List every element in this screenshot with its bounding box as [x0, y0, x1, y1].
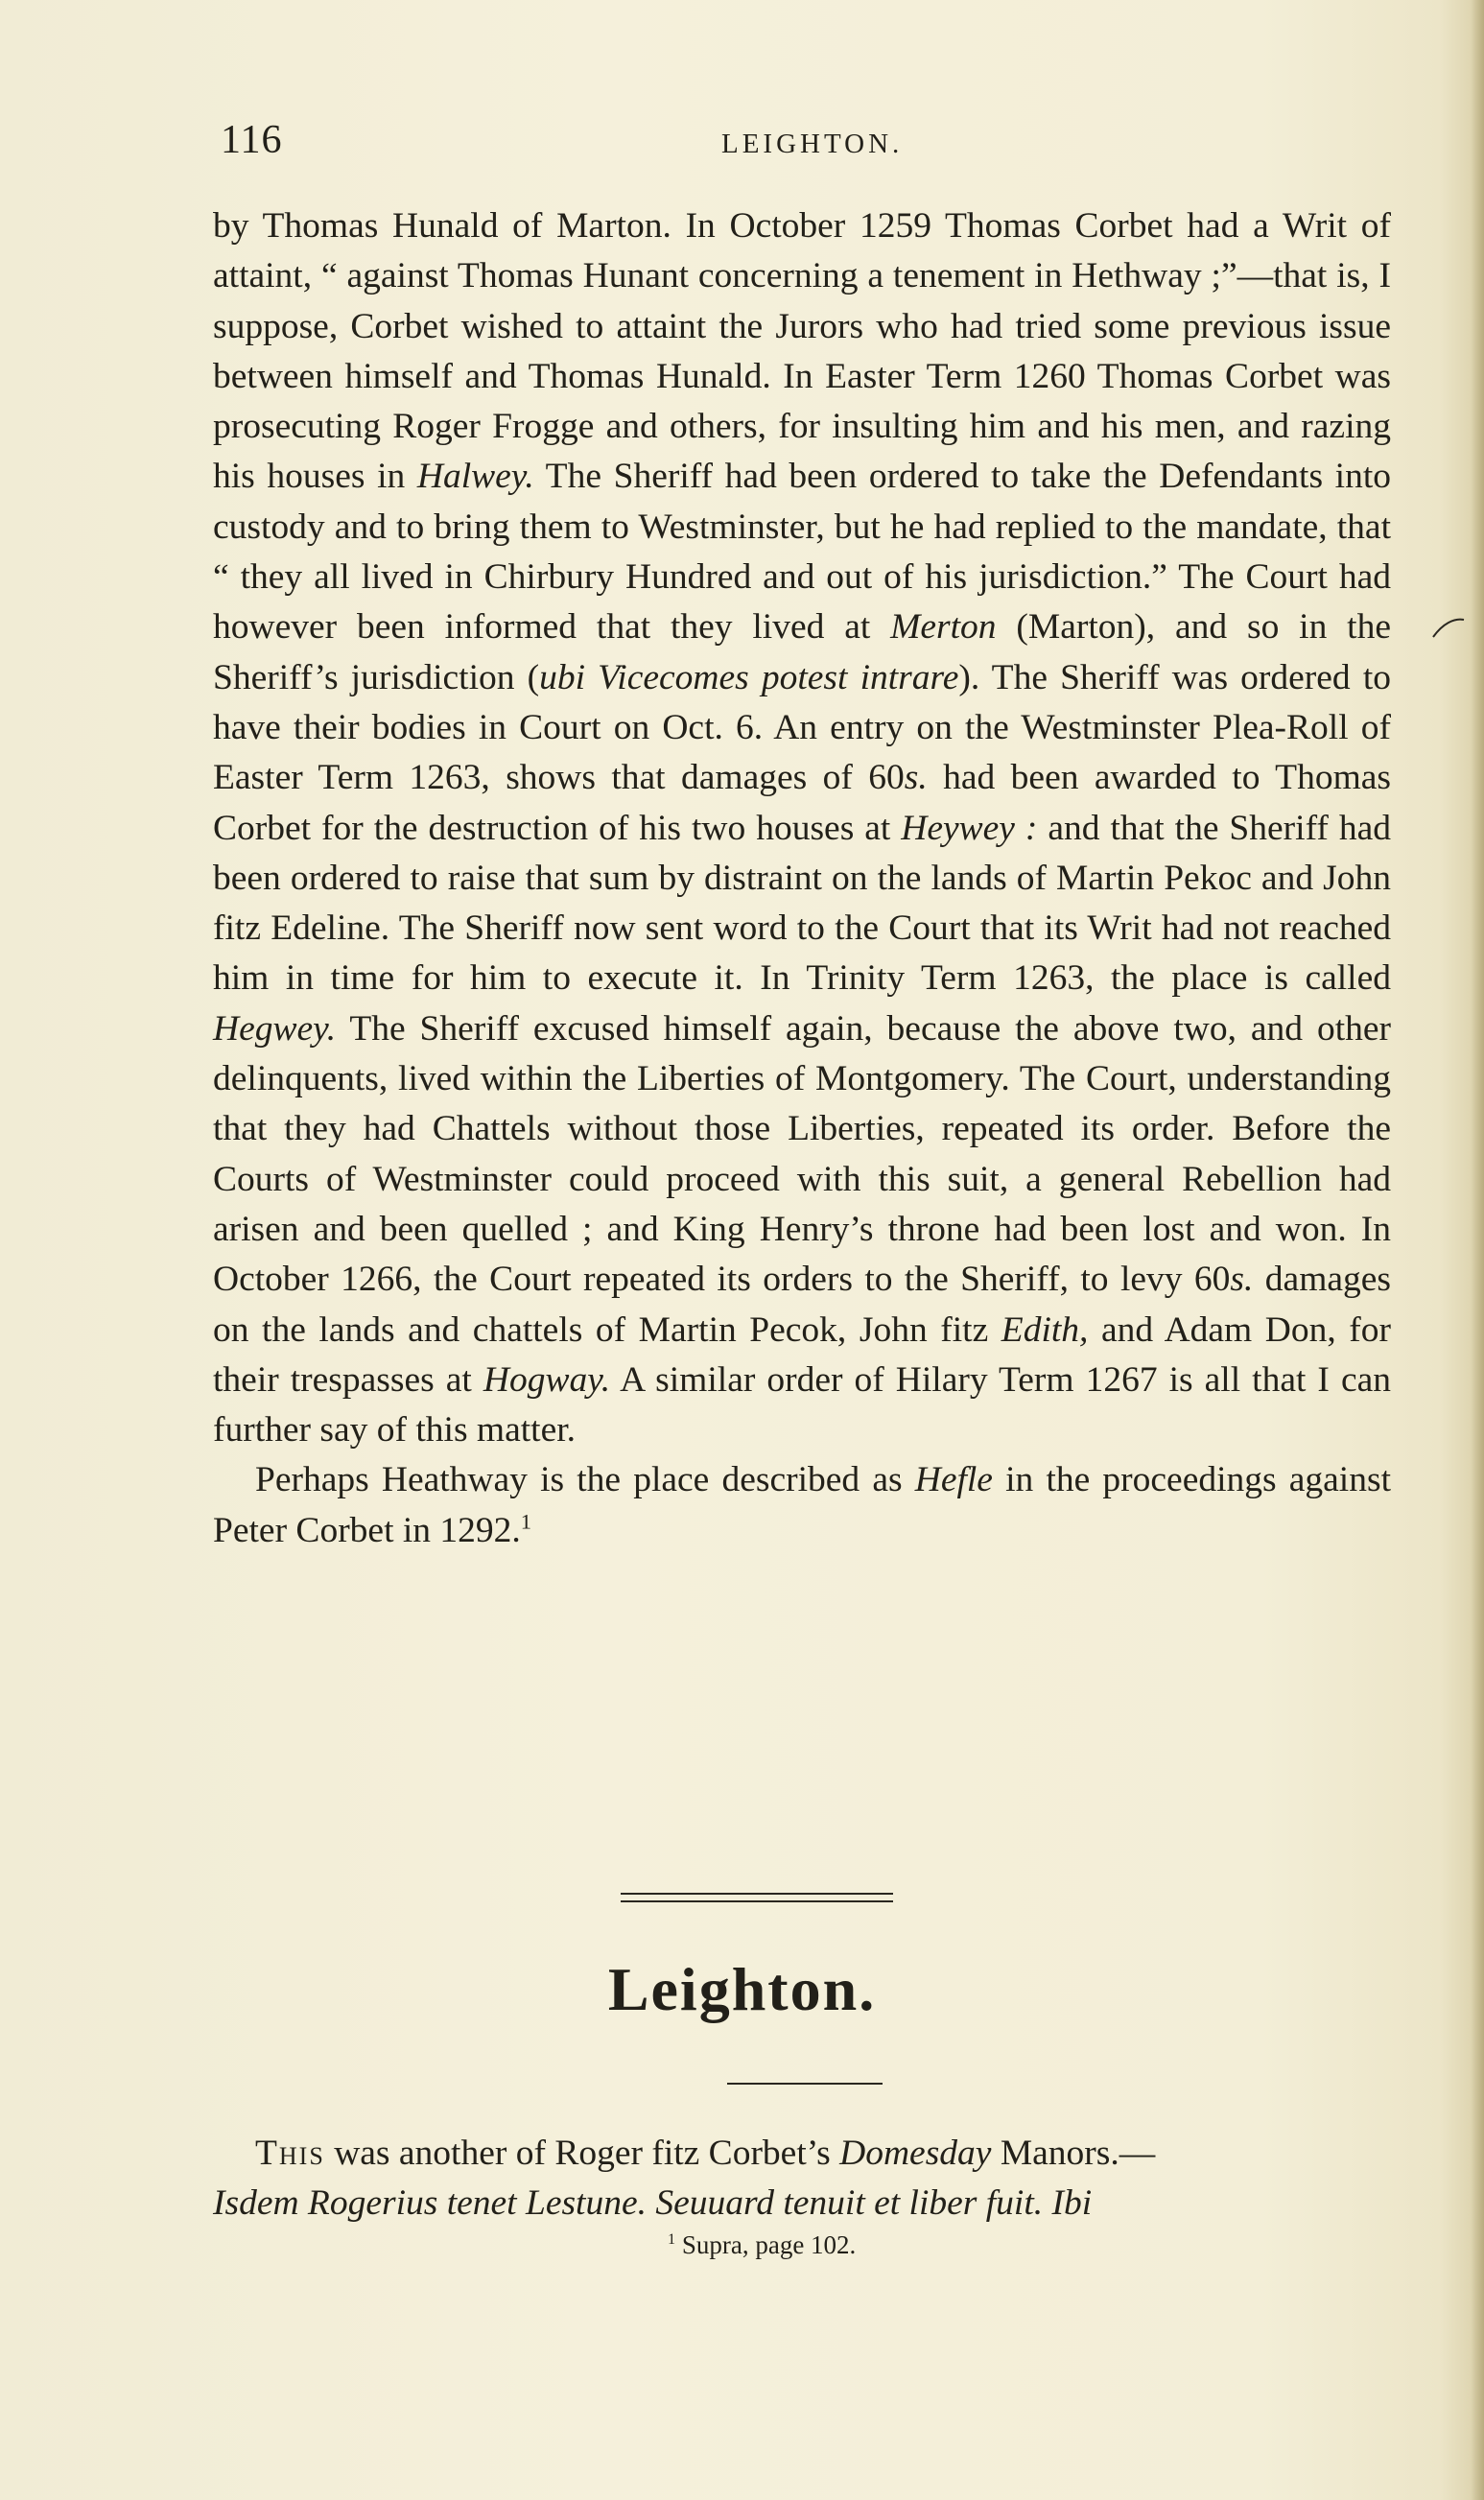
text-run: had been awarded to Thomas Corbet for the destruction of his two houses at — [213, 758, 1391, 848]
text-run: and Adam Don, for their trespasses at — [213, 1309, 1392, 1400]
italic-name-edith: Edith, — [1001, 1309, 1089, 1350]
italic-latin-phrase: ubi Vicecomes potest intrare — [539, 657, 959, 697]
italic-place-hefle: Hefle — [914, 1460, 993, 1500]
italic-place-heywey: Heywey : — [901, 808, 1038, 848]
text-run: by Thomas Hunald of Marton. In October 1259 Thomas Corbet had a Writ of attaint, “ against Thomas Hunant concerning a tenement in Hethway ;”—that is, I suppose, Corbet wished to attaint the Jurors who had tried some previous issue between himself and Thomas Hunald. In Easter Term 1260 Thomas Corbet was prosecuting Roger Frogge and others, for insulting him and his men, and razing his houses in — [213, 206, 1391, 497]
double-rule-divider — [621, 1893, 893, 1902]
paragraph-hunald — [213, 201, 1391, 1455]
italic-shillings: s. — [1230, 1260, 1254, 1300]
smallcaps-lead: This — [255, 2134, 325, 2173]
paragraph-latin-quote — [213, 2179, 1391, 2229]
italic-shillings: s. — [904, 758, 928, 798]
italic-place-halwey: Halwey. — [416, 457, 534, 497]
section-title: Leighton. — [607, 1955, 877, 2023]
italic-place-hogway: Hogway. — [483, 1359, 611, 1400]
footnote-reference: 1 — [520, 1509, 532, 1534]
text-run: and that the Sheriff had been ordered to raise that sum by distraint on the lands of Martin Pekoc and John fitz Edeline. The Sheriff now sent word to the Court that its Writ had not reached him in time for him to execute it. In Trinity Term 1263, the place is called — [213, 808, 1391, 999]
text-run: ). The Sheriff was ordered to have their bodies in Court on Oct. 6. An entry on the Westminster Plea-Roll of Easter Term 1263, shows that damages of 60 — [213, 657, 1391, 798]
text-run: damages on the lands and chattels of Martin Pecok, John fitz — [213, 1260, 1391, 1350]
text-run: The Sheriff excused himself again, because the above two, and other delinquents, lived within the Liberties of Montgomery. The Court, understanding that they had Chattels without those Liberties, repeated its order. Before the Courts of Westminster could proceed with this suit, a general Rebellion had arisen and been quelled ; and King Henry’s throne had been lost and won. In October 1266, the Court repeated its orders to the Sheriff, to levy 60 — [213, 1008, 1391, 1300]
text-run: was another of Roger fitz Corbet’s — [324, 2134, 840, 2173]
main-text-block — [213, 201, 1391, 1556]
text-run: A similar order of Hilary Term 1267 is all that I can further say of this matter. — [213, 1359, 1391, 1450]
footnote — [668, 2230, 856, 2260]
page-header — [213, 117, 1391, 175]
paragraph-leighton-intro — [213, 2129, 1391, 2179]
italic-latin-quote: Isdem Rogerius tenet Lestune. Seuuard tenuit et liber fuit. Ibi — [213, 2183, 1093, 2224]
section-text-block — [213, 2129, 1391, 2229]
text-run: in the proceedings against Peter Corbet in 1292. — [213, 1460, 1391, 1550]
italic-place-merton: Merton — [890, 607, 997, 648]
running-head: LEIGHTON. — [721, 129, 904, 159]
text-run: Manors.— — [991, 2134, 1156, 2173]
text-run: The Sheriff had been ordered to take the Defendants into custody and to bring them to Westminster, but he had replied to the mandate, that “ they all lived in Chirbury Hundred and out of his jurisdiction.” The Court had however been informed that they lived at — [213, 457, 1391, 648]
text-run: Perhaps Heathway is the place described as — [255, 1460, 915, 1500]
footnote-marker: 1 — [668, 2230, 676, 2248]
margin-pencil-mark-icon — [1429, 614, 1468, 643]
single-rule-divider — [727, 2083, 883, 2085]
paragraph-heathway — [213, 1455, 1391, 1556]
text-run: (Marton), and so in the Sheriff’s jurisdiction ( — [213, 607, 1391, 697]
page-number: 116 — [221, 118, 283, 162]
italic-place-hegwey: Hegwey. — [213, 1008, 337, 1049]
page-edge-shadow — [1471, 0, 1484, 2500]
footnote-text: Supra, page 102. — [675, 2230, 857, 2259]
italic-domesday: Domesday — [839, 2134, 992, 2173]
